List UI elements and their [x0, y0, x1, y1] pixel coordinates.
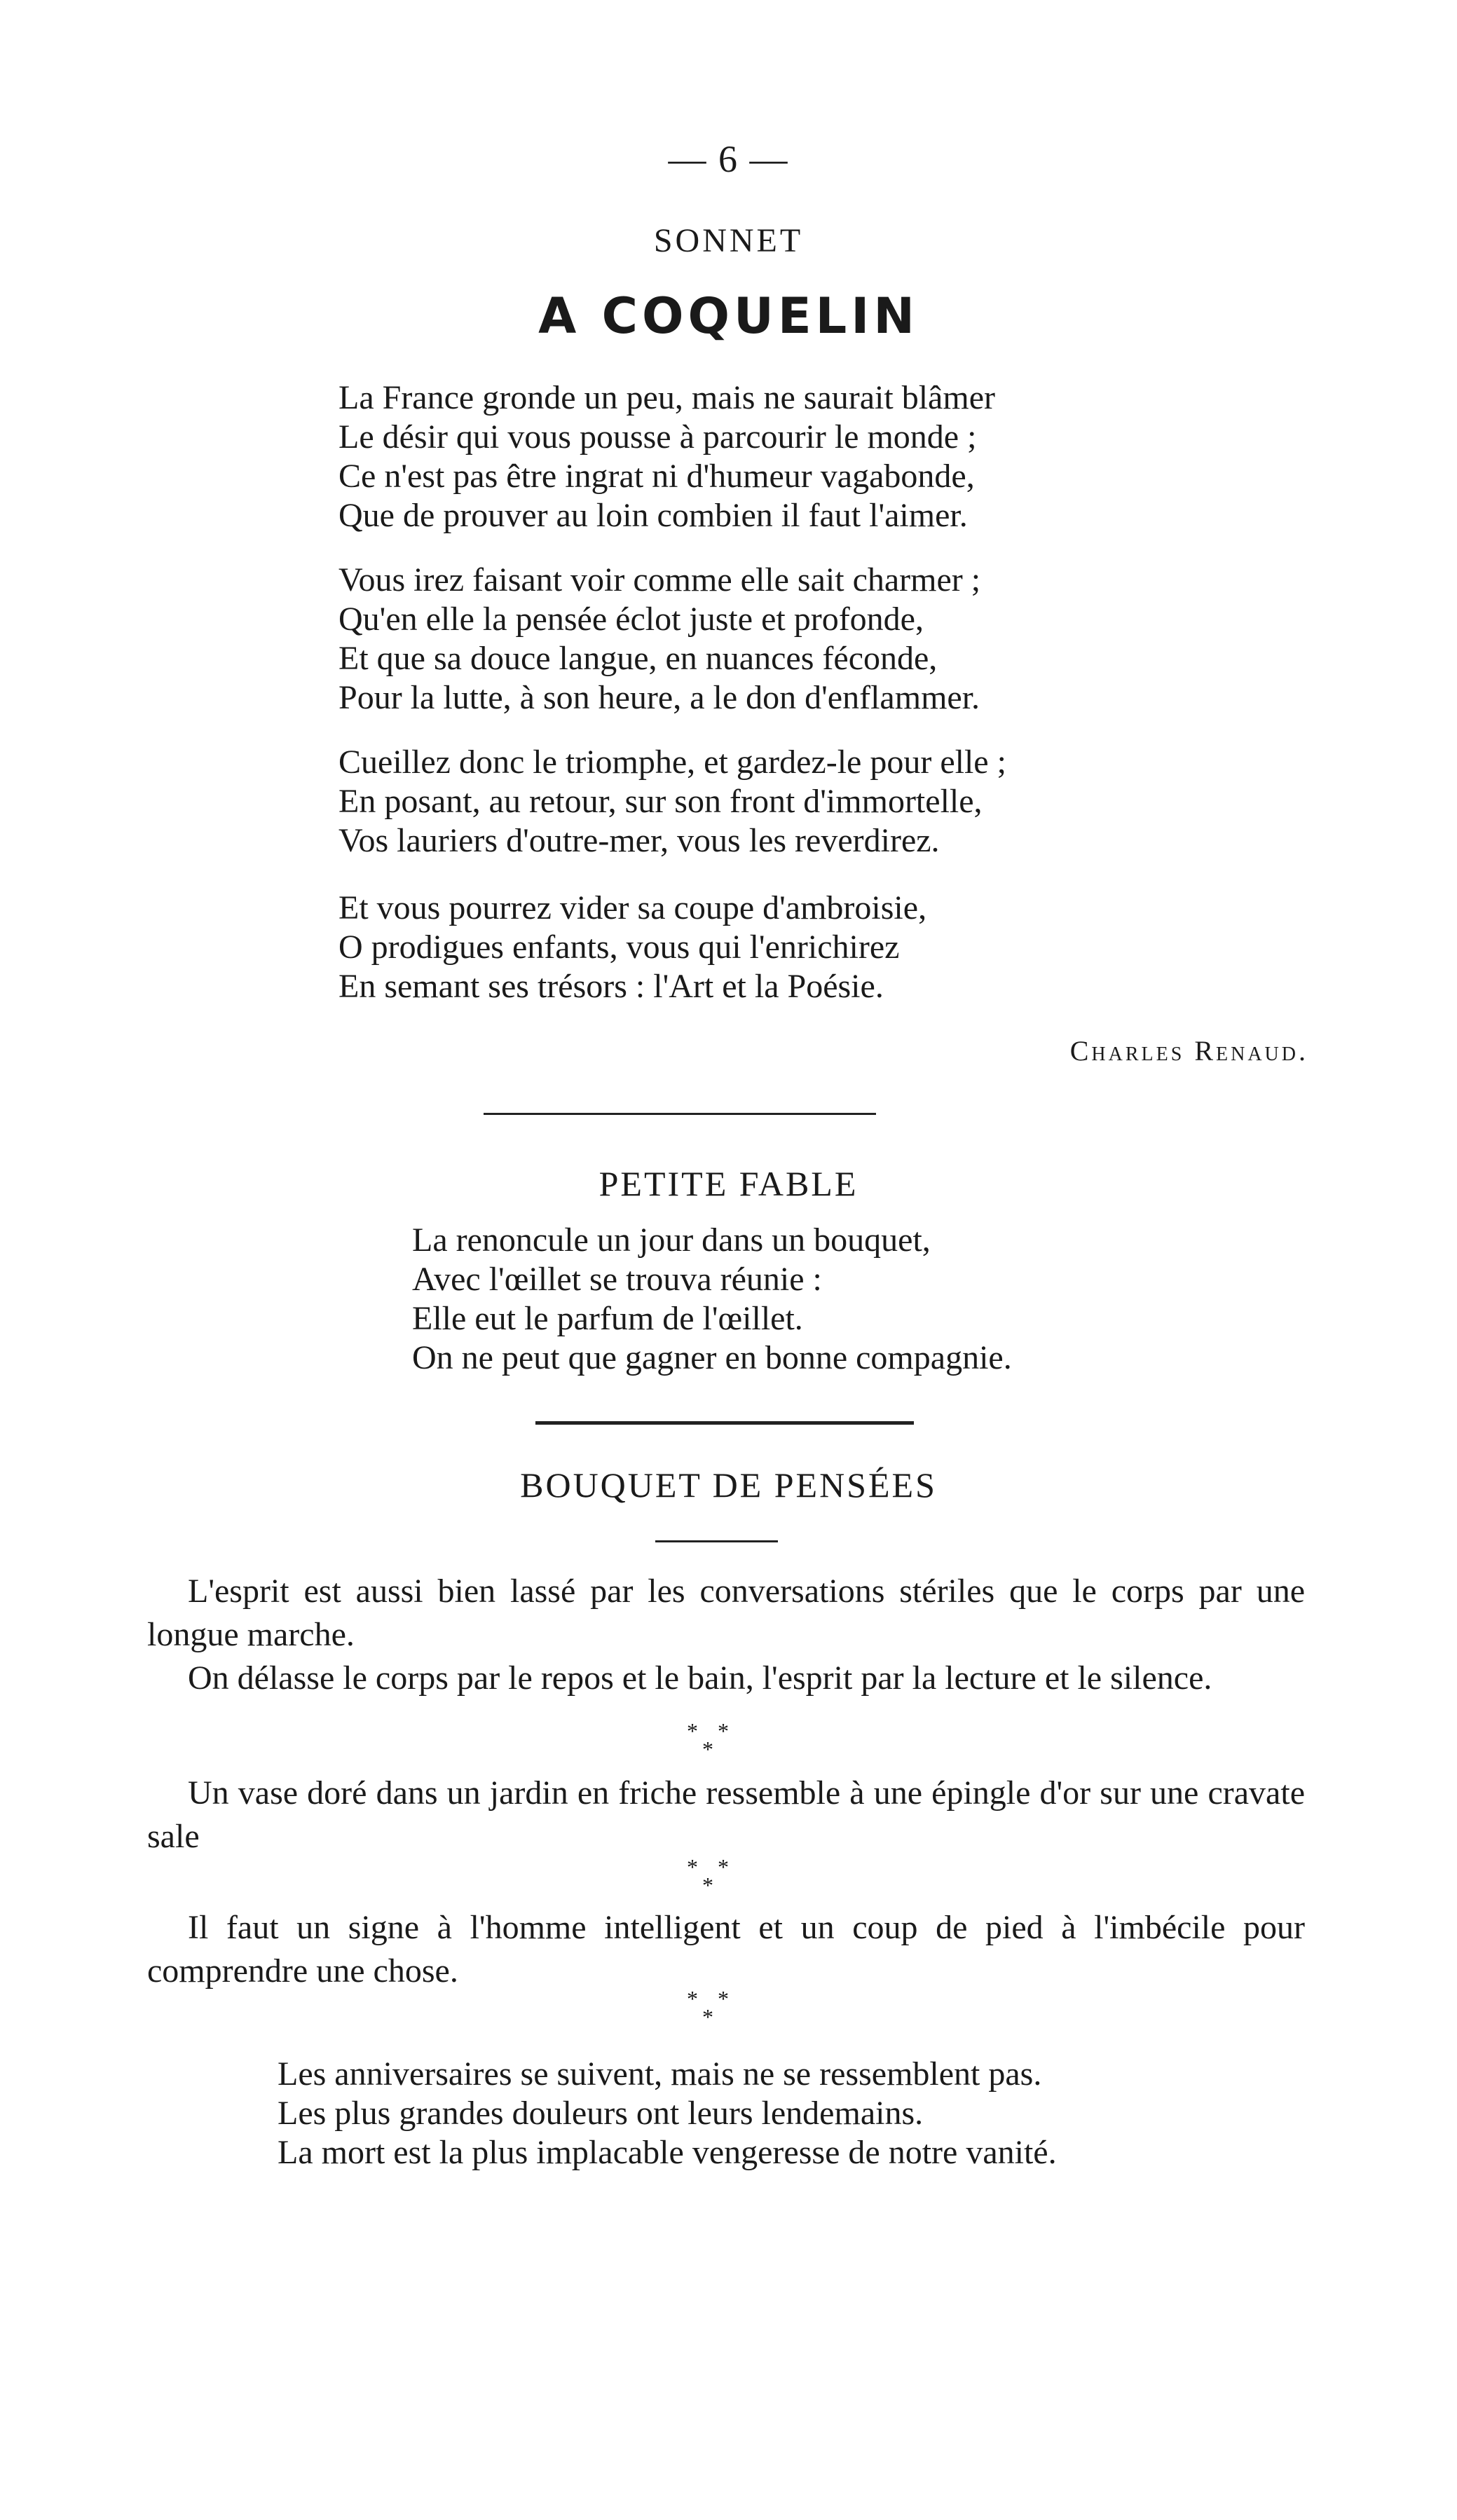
sonnet-title: A COQUELIN	[538, 287, 919, 345]
verse-line: Et que sa douce langue, en nuances féconde,	[338, 640, 938, 677]
maxim-line: Les plus grandes douleurs ont leurs lendemains.	[278, 2095, 924, 2132]
verse-line: Cueillez donc le triomphe, et gardez-le pour elle ;	[338, 744, 1006, 781]
thought-block-1	[147, 1570, 1305, 1700]
verse-line: O prodigues enfants, vous qui l'enrichirez	[338, 929, 900, 966]
sonnet-kicker: SONNET	[653, 222, 804, 259]
thought-block-3	[147, 1906, 1305, 1993]
asterisk: *	[702, 2004, 713, 2029]
sonnet-stanza-3	[338, 743, 1006, 861]
asterisk: *	[702, 1737, 713, 1762]
verse-line: Vos lauriers d'outre-mer, vous les reverdirez.	[338, 822, 940, 859]
verse-line: Vous irez faisant voir comme elle sait charmer ;	[338, 561, 981, 598]
asterism-divider	[673, 1854, 750, 1903]
maxim-line: Les anniversaires se suivent, mais ne se ressemblent pas.	[278, 2055, 1042, 2093]
sonnet-stanza-2	[338, 561, 980, 718]
verse-line: On ne peut que gagner en bonne compagnie.	[412, 1339, 1012, 1376]
sonnet-signature: Charles Renaud.	[1069, 1035, 1308, 1067]
asterisk: *	[687, 1854, 698, 1879]
asterisk: *	[702, 1872, 713, 1898]
section-divider	[484, 1113, 876, 1115]
sonnet-stanza-4	[338, 889, 926, 1006]
sonnet-stanza-1	[338, 378, 995, 535]
verse-line: Le désir qui vous pousse à parcourir le monde ;	[338, 418, 977, 456]
verse-line: La renoncule un jour dans un bouquet,	[412, 1221, 931, 1259]
thought-paragraph: Un vase doré dans un jardin en friche ressemble à une épingle d'or sur une cravate sale	[147, 1774, 1305, 1855]
maxim-line: La mort est la plus implacable vengeresse de notre vanité.	[278, 2134, 1057, 2171]
closing-maxims	[278, 2055, 1057, 2172]
verse-line: Avec l'œillet se trouva réunie :	[412, 1261, 822, 1298]
asterism-divider	[673, 1718, 750, 1767]
thought-paragraph: L'esprit est aussi bien lassé par les conversations stériles que le corps par une longue marche.	[147, 1573, 1305, 1653]
asterisk: *	[718, 1718, 729, 1744]
verse-line: La France gronde un peu, mais ne saurait blâmer	[338, 379, 995, 416]
thought-paragraph: Il faut un signe à l'homme intelligent et un coup de pied à l'imbécile pour comprendre une chose.	[147, 1909, 1305, 1990]
fable-title: PETITE FABLE	[598, 1164, 859, 1203]
verse-line: Que de prouver au loin combien il faut l'aimer.	[338, 497, 968, 534]
thought-paragraph: On délasse le corps par le repos et le bain, l'esprit par la lecture et le silence.	[188, 1659, 1212, 1697]
title-underline	[655, 1540, 778, 1542]
section-divider	[535, 1421, 914, 1425]
asterisk: *	[687, 1986, 698, 2011]
verse-line: Qu'en elle la pensée éclot juste et profonde,	[338, 601, 924, 638]
thought-block-2	[147, 1772, 1305, 1858]
bouquet-title: BOUQUET DE PENSÉES	[520, 1465, 937, 1505]
verse-line: En semant ses trésors : l'Art et la Poésie.	[338, 968, 884, 1005]
verse-line: Pour la lutte, à son heure, a le don d'enflammer.	[338, 679, 980, 716]
verse-line: Et vous pourrez vider sa coupe d'ambroisie,	[338, 889, 927, 926]
fable-text	[412, 1221, 1012, 1378]
asterisk: *	[718, 1854, 729, 1879]
asterisk: *	[687, 1718, 698, 1744]
verse-line: Ce n'est pas être ingrat ni d'humeur vagabonde,	[338, 458, 975, 495]
verse-line: Elle eut le parfum de l'œillet.	[412, 1300, 803, 1337]
asterism-divider	[673, 1986, 750, 2035]
page-number: — 6 —	[668, 138, 789, 180]
asterisk: *	[718, 1986, 729, 2011]
verse-line: En posant, au retour, sur son front d'immortelle,	[338, 783, 983, 820]
